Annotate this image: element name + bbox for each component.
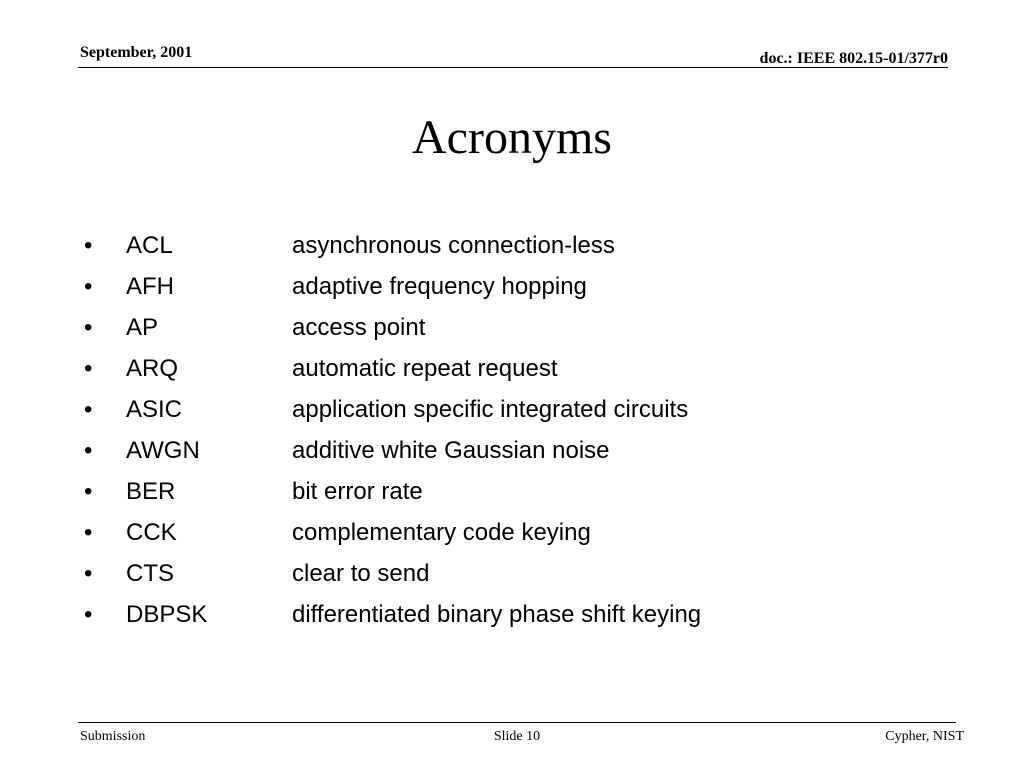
acronym-definition: additive white Gaussian noise bbox=[292, 437, 610, 464]
acronym-term: ASIC bbox=[126, 396, 183, 423]
bullet-icon: • bbox=[84, 437, 93, 464]
acronym-definition: bit error rate bbox=[292, 478, 423, 505]
acronym-term: AFH bbox=[126, 273, 174, 300]
bullet-icon: • bbox=[84, 478, 93, 505]
acronym-term: CCK bbox=[126, 519, 177, 546]
slide-number: Slide 10 bbox=[493, 729, 541, 744]
acronym-definition: adaptive frequency hopping bbox=[292, 273, 587, 300]
acronym-definition: access point bbox=[292, 314, 426, 341]
acronym-term: AP bbox=[126, 314, 159, 341]
acronym-term: CTS bbox=[126, 560, 174, 587]
acronym-definition: application specific integrated circuits bbox=[292, 396, 689, 423]
acronym-term: ARQ bbox=[126, 355, 179, 382]
document-id: doc.: IEEE 802.15-01/377r0 bbox=[759, 50, 948, 67]
acronym-definition: automatic repeat request bbox=[292, 355, 558, 382]
acronym-term: AWGN bbox=[126, 437, 200, 464]
footer-submission: Submission bbox=[80, 729, 146, 744]
bullet-icon: • bbox=[84, 355, 93, 382]
acronym-definition: differentiated binary phase shift keying bbox=[292, 601, 702, 628]
header-divider bbox=[78, 67, 948, 68]
acronym-term: ACL bbox=[126, 232, 173, 259]
bullet-icon: • bbox=[84, 232, 93, 259]
bullet-icon: • bbox=[84, 601, 93, 628]
footer-divider bbox=[78, 722, 956, 723]
acronym-definition: asynchronous connection-less bbox=[292, 232, 615, 259]
slide-title: Acronyms bbox=[412, 111, 612, 164]
header-date: September, 2001 bbox=[80, 44, 193, 61]
acronym-definition: clear to send bbox=[292, 560, 430, 587]
footer-author: Cypher, NIST bbox=[885, 729, 964, 744]
acronym-term: BER bbox=[126, 478, 176, 505]
acronym-definition: complementary code keying bbox=[292, 519, 591, 546]
bullet-icon: • bbox=[84, 273, 93, 300]
bullet-icon: • bbox=[84, 519, 93, 546]
acronym-term: DBPSK bbox=[126, 601, 208, 628]
bullet-icon: • bbox=[84, 314, 93, 341]
bullet-icon: • bbox=[84, 396, 93, 423]
bullet-icon: • bbox=[84, 560, 93, 587]
